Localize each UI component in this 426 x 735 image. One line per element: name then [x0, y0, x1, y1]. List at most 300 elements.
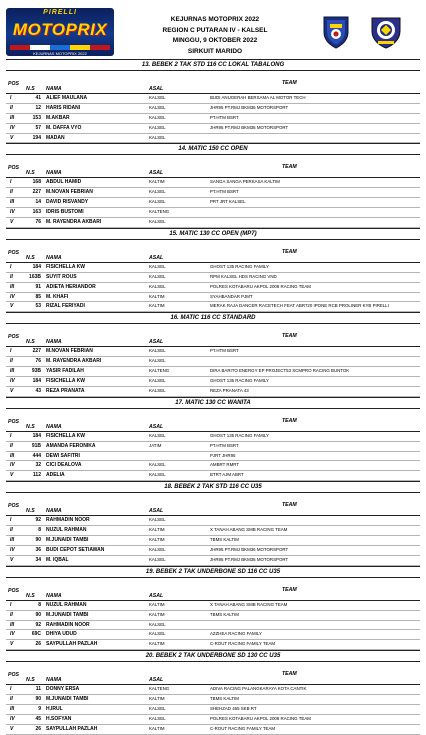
cell-pos: IV	[10, 293, 15, 300]
cell-nama: H.IRUL	[46, 705, 63, 712]
column-header-pos: POS	[8, 503, 19, 510]
table-row	[6, 293, 420, 303]
cell-ns: 9	[38, 705, 41, 712]
cell-nama: FISICHELLA KW	[46, 263, 85, 270]
cell-pos: IV	[10, 462, 15, 469]
cell-team: TBMS KALTIM	[210, 537, 239, 543]
cell-pos: V	[10, 219, 14, 226]
cell-pos: III	[10, 705, 15, 712]
cell-team: SANGA SANGA PERKASA KALTIM	[210, 179, 280, 185]
cell-team: JHR95 PT.RMJ BKM36 MOTORSPORT	[210, 104, 289, 110]
cell-ns: 69C	[31, 631, 41, 638]
table-header	[6, 501, 420, 516]
cell-ns: 184	[32, 378, 41, 385]
cell-ns: 92	[35, 621, 41, 628]
cell-ns: 8	[38, 601, 41, 608]
cell-pos: II	[10, 527, 13, 534]
cell-pos: V	[10, 303, 14, 310]
cell-ns: 26	[35, 641, 41, 648]
cell-nama: SUYIT ROUS	[46, 273, 77, 280]
cell-team: C-ROUT RACING FAMILY TEAM	[210, 725, 276, 731]
cell-nama: FISICHELLA KW	[46, 432, 85, 439]
cell-ns: 227	[32, 348, 41, 355]
cell-team: X TANAH ABANG SMB RACING TEAM	[210, 601, 288, 607]
cell-pos: II	[10, 189, 13, 196]
cell-team: PRT JRT KALSEL	[210, 199, 246, 205]
cell-pos: V	[10, 641, 14, 648]
cell-team: C-ROUT RACING FAMILY TEAM	[210, 641, 276, 647]
cell-ns: 57	[35, 124, 41, 131]
event-title: KEJURNAS MOTOPRIX 2022	[170, 16, 260, 23]
cell-team: PJRT JHR95	[210, 452, 236, 458]
table-header	[6, 163, 420, 178]
table-row	[6, 367, 420, 377]
cell-nama: DEWI SAFITRI	[46, 452, 80, 459]
table-row	[6, 630, 420, 640]
cell-team: DIRA BARITO ENERGY EP PROJECT53 SCMPRO RACING BUNTOK	[210, 368, 350, 374]
cell-pos: I	[10, 348, 12, 355]
table-header	[6, 79, 420, 94]
table-row	[6, 104, 420, 114]
cell-team: TBMS KALTIM	[210, 611, 239, 617]
cell-asal: KALSEL	[149, 114, 166, 120]
cell-asal: KALTIM	[149, 303, 165, 309]
cell-asal: KALSEL	[149, 387, 166, 393]
column-header-nama: NAMA	[46, 677, 62, 684]
cell-asal: KALTIM	[149, 527, 165, 533]
cell-nama: ABDUL HAMID	[46, 179, 82, 186]
cell-pos: I	[10, 601, 12, 608]
table-row	[6, 134, 420, 144]
cell-asal: KALTENG	[149, 368, 170, 374]
column-header-pos: POS	[8, 165, 19, 172]
cell-asal: KALSEL	[149, 472, 166, 478]
cell-team: GHOST 135 RACING FAMILY	[210, 378, 269, 384]
cell-ns: 36	[35, 546, 41, 553]
cell-ns: 26	[35, 725, 41, 732]
cell-nama: DAVID RISVANDY	[46, 199, 89, 206]
table-row	[6, 387, 420, 397]
cell-pos: III	[10, 199, 15, 206]
event-titles	[140, 15, 290, 57]
cell-pos: V	[10, 387, 14, 394]
cell-team: RPM KALSEL HDS RACING VND	[210, 273, 277, 279]
column-header-nama: NAMA	[46, 508, 62, 515]
cell-nama: RAHMADIN NOOR	[46, 517, 90, 524]
cell-ns: 90	[35, 696, 41, 703]
cell-asal: KALTIM	[149, 641, 165, 647]
cell-ns: 11	[35, 686, 41, 693]
cell-pos: V	[10, 472, 14, 479]
column-header-team: TEAM	[282, 248, 297, 255]
cell-team: PT.HTM BSRT	[210, 348, 239, 354]
table-row	[6, 442, 420, 452]
cell-ns: 43	[35, 387, 41, 394]
column-header-asal: ASAL	[149, 592, 164, 599]
column-header-team: TEAM	[282, 586, 297, 593]
cell-pos: IV	[10, 631, 15, 638]
table-row	[6, 621, 420, 631]
cell-pos: II	[10, 442, 13, 449]
column-header-asal: ASAL	[149, 508, 164, 515]
cell-pos: II	[10, 611, 13, 618]
column-header-pos: POS	[8, 672, 19, 679]
table-row	[6, 357, 420, 367]
cell-asal: KALTIM	[149, 611, 165, 617]
cell-team: SYAHBANDAR PJMT	[210, 293, 253, 299]
table-row	[6, 640, 420, 650]
cell-asal: KALSEL	[149, 705, 166, 711]
table-row	[6, 94, 420, 104]
cell-nama: YASIR FADILAH	[46, 368, 84, 375]
cell-team: REZA PRANATA 43	[210, 387, 249, 393]
cell-nama: IDRIS BUSTOMI	[46, 209, 84, 216]
cell-nama: M.JUNAIDI TAMBI	[46, 611, 89, 618]
table-row	[6, 178, 420, 188]
cell-ns: 444	[32, 452, 41, 459]
column-header-asal: ASAL	[149, 254, 164, 261]
cell-nama: HARIS RIDANI	[46, 104, 81, 111]
cell-team: PT.HTM BSRT	[210, 189, 239, 195]
table-row	[6, 516, 420, 526]
section-spacer	[6, 662, 420, 670]
cell-pos: V	[10, 134, 14, 141]
cell-team: BTRT AJM ABRT	[210, 472, 244, 478]
column-header-team: TEAM	[282, 333, 297, 340]
column-header-ns: N.S	[26, 677, 35, 684]
table-row	[6, 188, 420, 198]
cell-asal: KALTIM	[149, 293, 165, 299]
section-spacer	[6, 71, 420, 79]
table-row	[6, 124, 420, 134]
cell-pos: III	[10, 621, 15, 628]
cell-pos: V	[10, 725, 14, 732]
cell-ns: 194	[32, 134, 41, 141]
cell-nama: AMANDA FERONIKA	[46, 442, 96, 449]
cell-pos: II	[10, 358, 13, 365]
table-header	[6, 332, 420, 347]
cell-pos: I	[10, 432, 12, 439]
table-row	[6, 601, 420, 611]
category-title: 15. MATIC 130 CC OPEN (MP7)	[6, 228, 420, 240]
event-date: MINGGU, 9 OKTOBER 2022	[172, 37, 258, 44]
cell-nama: M. RAYENDRA AKBARI	[46, 358, 102, 365]
cell-ns: 91	[35, 283, 41, 290]
cell-asal: KALSEL	[149, 462, 166, 468]
cell-nama: RIZAL FERIYADI	[46, 303, 85, 310]
table-row	[6, 208, 420, 218]
category-title: 20. BEBEK 2 TAK UNDERBONE SD 130 CC U35	[6, 650, 420, 662]
cell-nama: DONNY ERSA	[46, 686, 80, 693]
cell-asal: KALSEL	[149, 631, 166, 637]
cell-asal: KALSEL	[149, 546, 166, 552]
cell-pos: III	[10, 452, 15, 459]
imi-kalsel-emblem-icon	[368, 14, 404, 50]
section-spacer	[6, 409, 420, 417]
cell-ns: 112	[32, 472, 41, 479]
cell-team: AZZHEA RACING FAMILY	[210, 631, 262, 637]
cell-asal: KALSEL	[149, 134, 166, 140]
cell-asal: KALSEL	[149, 95, 166, 100]
column-header-ns: N.S	[26, 339, 35, 346]
column-header-nama: NAMA	[46, 254, 62, 261]
table-row	[6, 218, 420, 228]
table-row	[6, 347, 420, 357]
cell-pos: III	[10, 283, 15, 290]
cell-ns: 163	[32, 209, 41, 216]
cell-ns: 227	[32, 189, 41, 196]
cell-pos: II	[10, 104, 13, 111]
cell-ns: 45	[35, 715, 41, 722]
cell-team: AMBRT RMRT	[210, 462, 240, 468]
cell-asal: KALSEL	[149, 378, 166, 384]
logo-sponsor-strip	[10, 45, 110, 50]
table-row	[6, 263, 420, 273]
table-row	[6, 556, 420, 566]
column-header-nama: NAMA	[46, 423, 62, 430]
column-header-ns: N.S	[26, 423, 35, 430]
cell-nama: CICI DEALOVA	[46, 462, 82, 469]
cell-ns: 32	[35, 462, 41, 469]
cell-nama: H.SOFYAN	[46, 715, 72, 722]
table-row	[6, 536, 420, 546]
page-header	[0, 0, 426, 56]
column-header-asal: ASAL	[149, 339, 164, 346]
cell-pos: I	[10, 263, 12, 270]
cell-ns: 90	[35, 611, 41, 618]
cell-ns: 168	[32, 179, 41, 186]
cell-pos: IV	[10, 715, 15, 722]
column-header-pos: POS	[8, 249, 19, 256]
section-spacer	[6, 240, 420, 248]
cell-nama: NUZUL RAHMAN	[46, 527, 87, 534]
category-title: 16. MATIC 116 CC STANDARD	[6, 312, 420, 324]
cell-ns: 53	[35, 303, 41, 310]
column-header-asal: ASAL	[149, 423, 164, 430]
column-header-team: TEAM	[282, 417, 297, 424]
cell-team: TBMS KALTIM	[210, 696, 239, 702]
cell-nama: FISICHELLA KW	[46, 378, 85, 385]
cell-team: GHOST 135 RACING FAMILY	[210, 432, 269, 438]
table-row	[6, 695, 420, 705]
cell-ns: 14	[35, 199, 41, 206]
cell-asal: KALTENG	[149, 209, 170, 215]
event-venue: SIRKUIT MARIDO	[187, 47, 243, 55]
column-header-pos: POS	[8, 334, 19, 341]
cell-asal: KALSEL	[149, 199, 166, 205]
results-list	[6, 59, 420, 735]
table-row	[6, 471, 420, 481]
cell-nama: RAHMADIN NOOR	[46, 621, 90, 628]
table-row	[6, 705, 420, 715]
cell-asal: KALSEL	[149, 219, 166, 225]
cell-nama: M. RAYENDRA AKBARI	[46, 219, 102, 226]
cell-pos: I	[10, 179, 12, 186]
cell-nama: M. DAFFA VYO	[46, 124, 82, 131]
table-row	[6, 461, 420, 471]
cell-asal: KALSEL	[149, 263, 166, 269]
cell-asal: JATIM	[149, 442, 162, 448]
table-row	[6, 546, 420, 556]
cell-asal: KALSEL	[149, 273, 166, 279]
table-row	[6, 114, 420, 124]
cell-nama: NUZUL RAHMAN	[46, 601, 87, 608]
cell-pos: IV	[10, 124, 15, 131]
category-title: 18. BEBEK 2 TAK STD 116 CC U35	[6, 481, 420, 493]
cell-nama: M.NOVAN FEBRIAN	[46, 189, 93, 196]
cell-pos: III	[10, 114, 15, 121]
cell-asal: KALSEL	[149, 189, 166, 195]
category-title: 13. BEBEK 2 TAK STD 116 CC LOKAL TABALONG	[6, 59, 420, 71]
cell-team: ADIVA RACING PALANGKARAYA KOTA CANTIK	[210, 686, 307, 692]
cell-pos: I	[10, 517, 12, 524]
cell-ns: 76	[35, 219, 41, 226]
cell-team: BUDI ANUGERAH BERSAMA AL MOTOR TECH	[210, 95, 306, 100]
cell-asal: KALSEL	[149, 348, 166, 354]
cell-nama: M. IQBAL	[46, 556, 69, 563]
table-row	[6, 526, 420, 536]
event-region: REGION C PUTARAN IV - KALSEL	[162, 26, 268, 34]
cell-ns: 93B	[31, 368, 41, 375]
cell-asal: KALTIM	[149, 725, 165, 731]
cell-pos: IV	[10, 209, 15, 216]
logo-brand: PIRELLI	[43, 9, 77, 16]
cell-ns: 163B	[29, 273, 41, 280]
table-row	[6, 725, 420, 735]
cell-asal: KALSEL	[149, 621, 166, 627]
cell-asal: KALSEL	[149, 556, 166, 562]
column-header-team: TEAM	[282, 164, 297, 171]
column-header-asal: ASAL	[149, 170, 164, 177]
cell-pos: III	[10, 537, 15, 544]
cell-ns: 12	[35, 104, 41, 111]
cell-team: MERAK RAJA DANCER RACETECH FEAT ABR720 IPONE RCB PROLINER KYB PIRELLI	[210, 303, 389, 309]
cell-nama: ALIEF MAULANA	[46, 95, 88, 101]
column-header-pos: POS	[8, 81, 19, 87]
table-row	[6, 283, 420, 293]
cell-asal: KALSEL	[149, 715, 166, 721]
cell-team: SHEHZAD 465 SKB RT	[210, 705, 257, 711]
cell-team: PT.HTM BSRT	[210, 114, 239, 120]
cell-asal: KALTIM	[149, 601, 165, 607]
cell-asal: KALTIM	[149, 696, 165, 702]
cell-asal: KALSEL	[149, 358, 166, 364]
table-row	[6, 685, 420, 695]
cell-pos: I	[10, 95, 12, 101]
column-header-pos: POS	[8, 418, 19, 425]
cell-nama: REZA PRANATA	[46, 387, 85, 394]
table-header	[6, 670, 420, 685]
category-title: 19. BEBEK 2 TAK UNDERBONE SD 116 CC U35	[6, 566, 420, 578]
cell-team: JHR95 PT.RMJ BKM36 MOTORSPORT	[210, 124, 289, 130]
cell-asal: KALSEL	[149, 104, 166, 110]
cell-ns: 184	[32, 432, 41, 439]
column-header-nama: NAMA	[46, 86, 62, 92]
column-header-team: TEAM	[282, 80, 297, 86]
cell-team: POLRES KOTABARU AKPOL 2008 RACING TEAM	[210, 283, 311, 289]
cell-ns: 153	[32, 114, 41, 121]
cell-team: POLRES KOTABARU AKPOL 2008 RACING TEAM	[210, 715, 311, 721]
column-header-team: TEAM	[282, 502, 297, 509]
column-header-nama: NAMA	[46, 339, 62, 346]
cell-ns: 85	[35, 293, 41, 300]
cell-team: JHR95 PT.RMJ BKM36 MOTORSPORT	[210, 546, 289, 552]
table-row	[6, 302, 420, 312]
table-row	[6, 452, 420, 462]
category-title: 17. MATIC 130 CC WANITA	[6, 397, 420, 409]
cell-ns: 90	[35, 537, 41, 544]
table-row	[6, 273, 420, 283]
column-header-asal: ASAL	[149, 677, 164, 684]
cell-pos: III	[10, 368, 15, 375]
cell-nama: SAYPULLAH PAZLAH	[46, 641, 98, 648]
column-header-nama: NAMA	[46, 592, 62, 599]
cell-ns: 8	[38, 527, 41, 534]
motoprix-logo	[6, 8, 114, 56]
cell-team: X TANAH ABANG SMB RACING TEAM	[210, 527, 288, 533]
logo-word: MOTOPRIX	[12, 20, 108, 39]
cell-asal: KALSEL	[149, 432, 166, 438]
cell-pos: II	[10, 696, 13, 703]
cell-pos: I	[10, 686, 12, 693]
cell-nama: ADIETA HERIANDOR	[46, 283, 96, 290]
section-spacer	[6, 324, 420, 332]
table-header	[6, 586, 420, 601]
cell-ns: 91B	[31, 442, 41, 449]
column-header-ns: N.S	[26, 254, 35, 261]
column-header-team: TEAM	[282, 671, 297, 678]
table-header	[6, 248, 420, 263]
cell-asal: KALSEL	[149, 517, 166, 523]
cell-nama: M. KHAFI	[46, 293, 69, 300]
table-row	[6, 377, 420, 387]
column-header-pos: POS	[8, 587, 19, 594]
column-header-asal: ASAL	[149, 86, 164, 92]
cell-pos: IV	[10, 378, 15, 385]
cell-nama: DHIYA UDUD	[46, 631, 77, 638]
column-header-ns: N.S	[26, 592, 35, 599]
cell-team: PT.HTM BSRT	[210, 442, 239, 448]
cell-ns: 34	[35, 556, 41, 563]
column-header-ns: N.S	[26, 86, 35, 92]
cell-pos: IV	[10, 546, 15, 553]
table-row	[6, 432, 420, 442]
cell-nama: BUDI CEPOT SETIAWAN	[46, 546, 105, 553]
column-header-nama: NAMA	[46, 170, 62, 177]
table-row	[6, 611, 420, 621]
cell-ns: 41	[35, 95, 41, 101]
cell-nama: ADELIA	[46, 472, 65, 479]
cell-asal: KALSEL	[149, 283, 166, 289]
section-spacer	[6, 155, 420, 163]
cell-team: JHR95 PT.RMJ BKM36 MOTORSPORT	[210, 556, 289, 562]
cell-asal: KALSEL	[149, 124, 166, 130]
cell-nama: M.JUNAIDI TAMBI	[46, 696, 89, 703]
section-spacer	[6, 493, 420, 501]
cell-nama: MADAN	[46, 134, 65, 141]
cell-ns: 184	[32, 263, 41, 270]
table-header	[6, 417, 420, 432]
imi-shield-icon	[318, 14, 354, 50]
cell-team: GHOST 135 RACING FAMILY	[210, 263, 269, 269]
table-row	[6, 198, 420, 208]
column-header-ns: N.S	[26, 508, 35, 515]
cell-ns: 76	[35, 358, 41, 365]
cell-ns: 92	[35, 517, 41, 524]
cell-nama: SAYPULLAH PAZLAH	[46, 725, 98, 732]
section-spacer	[6, 578, 420, 586]
cell-nama: M.AKBAR	[46, 114, 70, 121]
